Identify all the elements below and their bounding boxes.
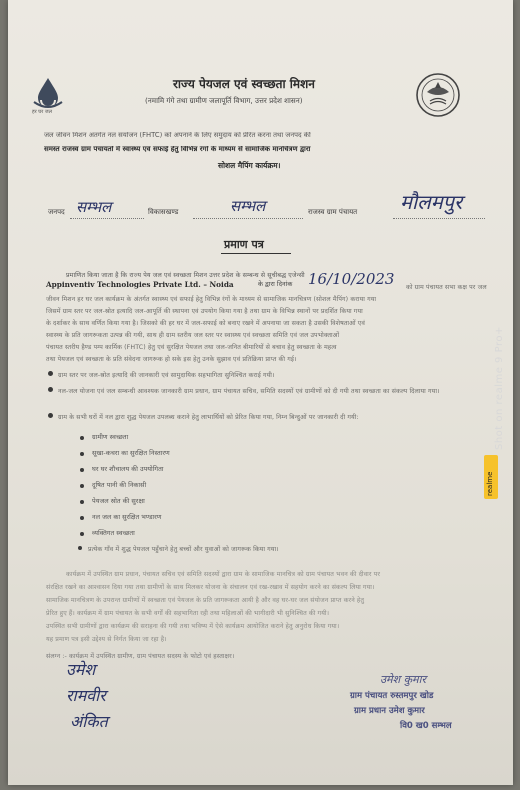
point-item: ग्राम के सभी घरों में नल द्वारा शुद्ध पेयजल उपलब्ध कराने हेतु लाभार्थियों को प्रेरित किया गया, निम्न बिन्दुओं पर जानकारी दी गयी:	[58, 414, 359, 421]
subpoint-item: दूषित पानी की निकासी	[92, 481, 147, 489]
intro-line-3: सोशल मैपिंग कार्यक्रम।	[218, 161, 281, 170]
subpoint-bullet	[80, 532, 84, 536]
logo-caption: हर घर जल	[32, 109, 52, 115]
body-line: पंचायत स्तरीय हैण्ड पम्प कार्मिक (FHTC) हेतु एवं सुरक्षित पेयजल तथा जल-जनित बीमारियों से बचाव हेतु स्वच्छता के महत्व	[46, 344, 337, 351]
subpoint-item: सूखा-कचरा का सुरक्षित निस्तारण	[92, 449, 170, 457]
panchayat-label: राजस्व ग्राम पंचायत	[308, 208, 358, 216]
subpoint-bullet	[80, 484, 84, 488]
certificate-heading-underline	[221, 253, 291, 254]
district-label: जनपद	[48, 208, 65, 216]
up-govt-emblem	[413, 72, 463, 118]
stamp-line-2: ग्राम प्रधान उमेश कुमार	[354, 706, 425, 716]
agency-name: Appinventiv Technologies Private Ltd. – Noida	[46, 280, 234, 289]
body-line-2-tail: को ग्राम पंचायत सभा कक्ष पर जल	[406, 284, 487, 291]
certificate-heading: प्रमाण पत्र	[224, 238, 264, 251]
body-line: जीवन मिशन हर घर जल कार्यक्रम के अंतर्गत स्वास्थ्य एवं सफाई हेतु विभिन्न रंगों के माध्यम से सामाजिक मानचित्रण (सोशल मैपिंग) कराया गया	[46, 296, 377, 303]
subpoint-item: नल जल का सुरक्षित भण्डारण	[92, 513, 162, 521]
block-label: विकासखण्ड	[148, 208, 179, 216]
body-line: तथा पेयजल एवं स्वच्छता के प्रति संवेदना जागरूक हो सके इस हेतु उनके सुझाव एवं प्रतिक्रिया प्राप्त की गई।	[46, 356, 297, 363]
subpoint-bullet	[80, 500, 84, 504]
closing-line: उपस्थित सभी ग्रामीणों द्वारा कार्यक्रम की सराहना की गयी तथा भविष्य में ऐसे कार्यक्रम आयोजित कराने हेतु अनुरोध किया गया।	[46, 623, 340, 630]
subpoint-bullet	[80, 436, 84, 440]
subpoint-bullet	[80, 452, 84, 456]
attachment-note: संलग्न :- कार्यक्रम में उपस्थित ग्रामीण, ग्राम पंचायत सदस्य के फोटो एवं हस्ताक्षर।	[46, 653, 235, 660]
block-underline	[193, 218, 303, 219]
subpoint-item: व्यक्तिगत स्वच्छता	[92, 529, 135, 537]
district-underline	[70, 218, 144, 219]
stamp-line-1: ग्राम पंचायत रुस्तमपुर खोड	[350, 691, 434, 701]
body-line-1: प्रमाणित किया जाता है कि राज्य पेय जल एवं स्वच्छता मिशन उत्तर प्रदेश के सम्बन्ध से सूचीबद्ध एजेन्सी	[66, 272, 305, 279]
body-line: स्वास्थ्य के प्रति जागरूकता उत्पन्न की गयी, साथ ही ग्राम स्तरीय जल स्तर पर स्वास्थ्य एवं स्वच्छता समिति एवं जल उपभोक्ताओं	[46, 332, 340, 339]
closing-line: सामाजिक मानचित्रण के उपरान्त ग्रामीणों में स्वच्छता एवं पेयजल के प्रति जागरूकता आयी है और वह घर-घर जल संयोजन प्राप्त करने हेतु	[46, 597, 365, 604]
signature-3: अंकित	[70, 712, 108, 731]
panchayat-value: मौलमपुर	[400, 190, 463, 214]
jal-jeevan-logo	[28, 76, 68, 120]
camera-watermark: Shot on realme 9 Pro+	[494, 326, 505, 450]
subpoint-item: पेयजल स्रोत की सुरक्षा	[92, 497, 145, 505]
body-line: के दर्शाकर के साथ वर्णित किया गया है। जिसको की हर घर में जल-सफाई को बनाए रखने में अपनाया जा सकता है उसकी विशेषताओं एवं	[46, 320, 365, 327]
point-bullet	[48, 413, 53, 418]
closing-line: कार्यक्रम में उपस्थित ग्राम प्रधान, पंचायत सचिव एवं समिति सदस्यों द्वारा ग्राम के सामाजिक मानचित्र को ग्राम पंचायत भवन की दीवार पर	[66, 571, 381, 578]
realme-badge	[484, 455, 498, 499]
point-item: नल-जल योजना एवं जल सम्बन्धी आवश्यक जानकारी ग्राम प्रधान, ग्राम पंचायत सचिव, समिति सदस्यों एवं ग्रामीणों को दी गयी तथा स्वच्छता का संकल्प दिलाया गया।	[58, 388, 440, 395]
point-item: ग्राम स्तर पर जल-स्रोत इत्यादि की जानकारी एवं सामुदायिक सहभागिता सुनिश्चित कराई गयी।	[58, 372, 275, 379]
mission-subtitle: (नमामि गंगे तथा ग्रामीण जलापूर्ति विभाग, उत्तर प्रदेश शासन)	[145, 96, 303, 105]
point-bullet	[78, 546, 82, 550]
mission-title: राज्य पेयजल एवं स्वच्छता मिशन	[173, 77, 315, 91]
signature-2: रामवीर	[66, 686, 106, 705]
closing-line: संरक्षित रखने का आश्वासन दिया गया तथा ग्रामीणों के साथ मिलकर योजना के संचालन एवं रख-रखाव में सहयोग करने का संकल्प लिया गया।	[46, 584, 375, 591]
closing-line: यह प्रमाण पत्र इसी उद्देश्य से निर्गत किया जा रहा है।	[46, 636, 167, 643]
signature-1: उमेश	[66, 660, 96, 679]
panchayat-underline	[393, 218, 485, 219]
district-value: सम्भल	[76, 198, 112, 216]
stamp-line-3: वि0 ख0 सम्भल	[400, 721, 452, 731]
date-prefix: के द्वारा दिनांक	[258, 280, 293, 288]
subpoint-item: घर घर शौचालय की उपयोगिता	[92, 465, 164, 473]
point-bullet	[48, 387, 53, 392]
subpoint-bullet	[80, 516, 84, 520]
body-line: जिसमें ग्राम स्तर पर जल-स्रोत इत्यादि जल-आपूर्ति की स्थापना एवं उपयोग किया गया है तथा ग्राम के विभिन्न स्थानों पर प्रदर्शित किया गया	[46, 308, 363, 315]
last-point: प्रत्येक गाँव में शुद्ध पेयजल पहुँचाने हेतु बच्चों और युवाओं को जागरूक किया गया।	[88, 546, 279, 553]
intro-line-2: समस्त राजस्व ग्राम पंचायतों में स्वास्थ्य एवं सफाई हेतु विभिन्न रंगो के माध्यम से सामाजिक मानचित्रण द्वारा	[44, 146, 311, 153]
pradhan-signature: उमेश कुमार	[380, 673, 426, 686]
subpoint-item: ग्रामीण स्वच्छता	[92, 433, 129, 441]
subpoint-bullet	[80, 468, 84, 472]
point-bullet	[48, 371, 53, 376]
realme-badge-text: realme	[486, 471, 494, 496]
closing-line: प्रेरित हुए हैं। कार्यक्रम में ग्राम पंचायत के सभी वर्गों की सहभागिता रही तथा महिलाओं की भागीदारी भी सुनिश्चित की गयी।	[46, 610, 330, 617]
block-value: सम्भल	[230, 197, 266, 215]
intro-line-1: जल जीवन मिशन अंतर्गत नल संयोजन (FHTC) को अपनाने के लिए समुदाय को प्रेरित करना तथा जनपद की	[44, 132, 311, 139]
program-date: 16/10/2023	[308, 270, 395, 288]
document-page	[8, 0, 513, 785]
